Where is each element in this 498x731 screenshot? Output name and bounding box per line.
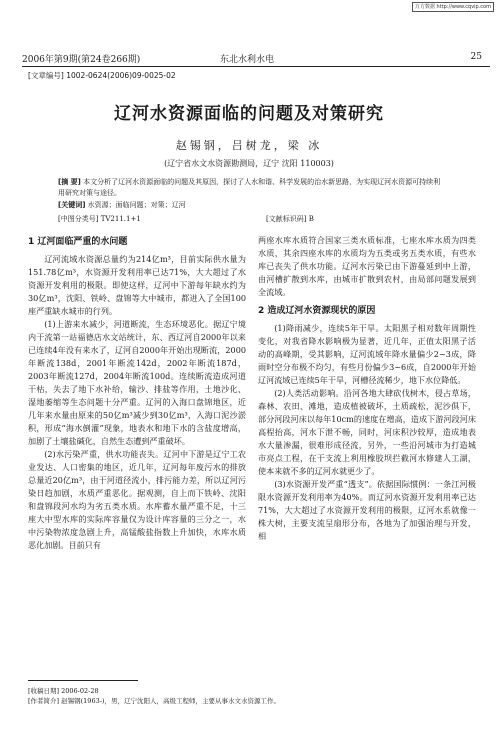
affiliation: (辽宁省水文水资源勘测局，辽宁 沈阳 110003) bbox=[164, 159, 334, 168]
footnote bbox=[28, 686, 468, 706]
footnote-rule bbox=[28, 680, 138, 681]
left-column bbox=[28, 234, 246, 552]
authors: 赵锡钢，吕树龙，梁 冰 bbox=[175, 139, 323, 152]
right-column bbox=[258, 234, 476, 543]
abstract bbox=[58, 177, 442, 199]
abstract-label: [摘 要] bbox=[58, 178, 81, 186]
received-date: [收稿日期] 2006-02-28 bbox=[28, 687, 99, 695]
section-heading-2: 2 造成辽河水资源现状的原因 bbox=[258, 306, 376, 316]
paragraph: (2)人类活动影响。沿河各地大肆砍伐树木，侵占草场，森林、农田、滩地，造成植被破坏，土质疏松，泥沙俱下，部分河段河床以每年10cm的速度在增高，造成下游河段河床高程抬高，河水下泄不畅，同时，河床积沙较厚，造成地表水大量渗漏，很难形成径流，另外，一些沿河城市为打造城市亮点工程，在干支流上利用橡胶坝拦截河水修建人工湖，使本来就不多的辽河水就更少了。 bbox=[258, 388, 476, 476]
paragraph: 辽河流域水资源总量约为214亿m³，目前实际供水量为151.78亿m³，水资源开发利用率已达71%，大大超过了水资源开发利用的极限。即使这样，辽河中下游每年缺水约为30亿m³，沈阳、铁岭、盘锦等大中城市，都进入了全国100座严重缺水城市的行列。 bbox=[28, 254, 246, 316]
page-number: 25 bbox=[470, 52, 482, 62]
classification-row bbox=[58, 214, 442, 224]
issue-info: 2006年第9期(第24卷266期) bbox=[22, 55, 141, 65]
running-header bbox=[22, 52, 490, 66]
section-heading-1: 1 辽河面临严重的水问题 bbox=[28, 237, 128, 247]
paragraph: (1)降雨减少，连续5年干旱。太阳黑子相对数年周期性变化，对我省降水影响极为显著，近几年，正值太阳黑子活动的高峰期，受其影响，辽河流域年降水量偏少2~3成，降雨时空分布极不均匀，有些月份偏少3~6成，自2000年开始辽河流域已连续5年干旱，河槽径流稀少，地下水位降低。 bbox=[258, 323, 476, 385]
cls-code: TV211.1+1 bbox=[100, 215, 141, 223]
source-stamp: 万方数据 http://www.cqvip.com bbox=[412, 2, 494, 12]
paragraph: (2)水污染严重，供水功能丧失。辽河中下游是辽宁工农业发达、人口密集的地区，近几年，辽河每年废污水的排放总量近20亿m³，由于河道径流小，排污能力差，所以辽河污染日趋加剧，水质严重恶化。据观测，自上而下铁岭、沈阳和盘锦段河水均为劣五类水质。水库蓄水量严重不足，十三座大中型水库的实际库容量仅为设计库容量的三分之一，水中污染物浓度急剧上升，高锰酸盐指数上升加快，水库水质恶化加剧。目前只有 bbox=[28, 449, 246, 550]
author-bio: [作者简介] 赵锡钢(1963-)，男，辽宁沈阳人，高级工程师，主要从事水文水资源工作。 bbox=[28, 697, 280, 705]
paragraph: (3)水资源开发严重“透支”。依据国际惯例：一条江河极限水资源开发利用率为40%。而辽河水资源开发利用率已达71%，大大超过了水资源开发利用的极限，辽河水系就像一株大树，主要支流呈扇形分布，各地为了加强治理与开发，相 bbox=[258, 479, 476, 541]
header-rule bbox=[22, 66, 490, 67]
paragraph: (1)上游来水减少，河道断流，生态环境恶化。据辽宁境内干流第一站福德店水文站统计，东、西辽河自2000年以来已连续4年没有来水了，辽河自2000年开始出现断流，2000年断流138d，2001年断流142d，2002年断流187d，2003年断流127d，2004年断流100d。连续断流造成河道干枯，失去了地下水补给，输沙、排盐等作用，土地沙化、湿地萎缩等生态问题十分严重。辽河的入海口盘锦地区，近几年来水量由原来的50亿m³减少到30亿m³，入海口泥沙淤积，形成“海水倒灌”现象，地表水和地下水的含盐度增高，加剧了土壤盐碱化，自然生态遭到严重破坏。 bbox=[28, 319, 246, 446]
doccode-label: [文献标识码] bbox=[266, 215, 307, 223]
abstract-text: 本文分析了辽河水资源面临的问题及其原因，探讨了人水和谐、科学发展的治水新思路，为实现辽河水资源可持续利用研究对策与途径。 bbox=[58, 178, 441, 197]
keywords-label: [关键词] bbox=[58, 201, 86, 209]
journal-name: 东北水利水电 bbox=[220, 55, 275, 65]
cls-label: [中图分类号] bbox=[58, 215, 99, 223]
doccode-value: B bbox=[308, 215, 314, 223]
doc-code bbox=[266, 214, 314, 224]
keywords bbox=[58, 200, 442, 211]
keywords-text: 水资源；面临问题；对策；辽河 bbox=[87, 201, 186, 209]
paragraph: 两座水库水质符合国家三类水质标准，七座水库水质为四类水质，其余四座水库的水质均为五类或劣五类水质，有些水库已丧失了供水功能。辽河水污染已由下游蔓延到中上游，由河槽扩散到水库，由城市扩散到农村，由局部问题发展到全流域。 bbox=[258, 235, 476, 297]
abstract-block bbox=[58, 177, 442, 212]
paper-title: 辽河水资源面临的问题及对策研究 bbox=[114, 104, 384, 124]
article-number: [文章编号] 1002-0624(2006)09-0025-02 bbox=[28, 71, 176, 80]
